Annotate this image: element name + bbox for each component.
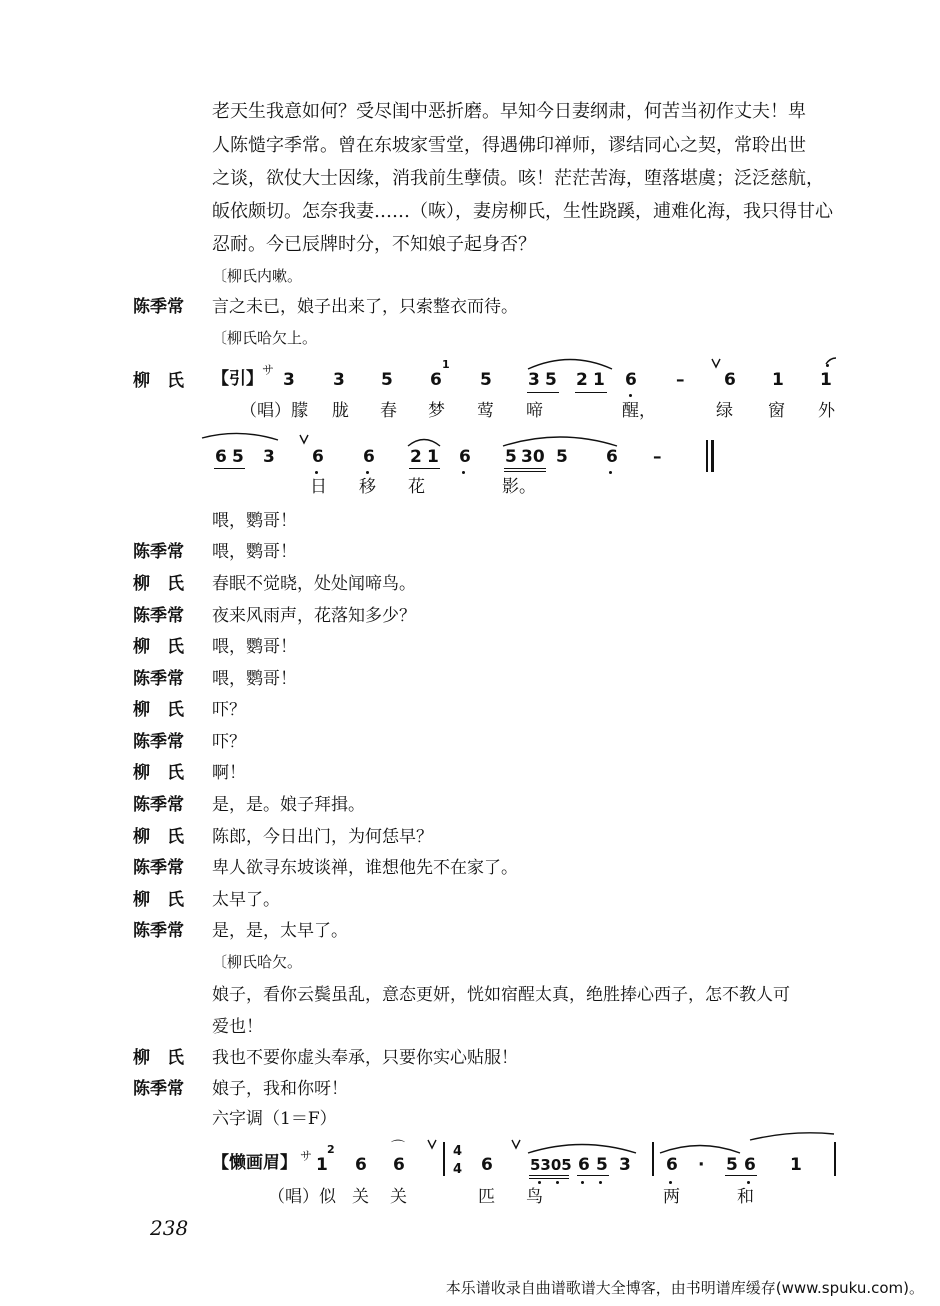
speaker-name: 柳 氏 [133, 1048, 184, 1068]
meter-top: 4 [453, 1144, 463, 1159]
score-note: 6 [363, 447, 375, 467]
octave-dot [669, 1181, 672, 1184]
score-note: 6 [606, 447, 618, 467]
score-note: 6 [578, 1155, 590, 1175]
score-note: 1 [790, 1155, 802, 1175]
score-note: 6 [744, 1155, 756, 1175]
speaker-name: 陈季常 [133, 297, 184, 317]
speaker-name: 陈季常 [133, 732, 184, 752]
score-note: – [676, 370, 685, 390]
dialogue-line: 吓？ [212, 700, 246, 720]
note-underline [725, 1175, 757, 1176]
note-underline [529, 1178, 569, 1179]
score-note: – [653, 447, 662, 467]
score-note: 1 [593, 370, 605, 390]
paragraph-line: 人陈慥字季常。曾在东坡家雪堂，得遇佛印禅师，谬结同心之契，常聆出世 [212, 135, 806, 156]
score-note: 3 [528, 370, 540, 390]
score-note: · [698, 1155, 705, 1175]
paragraph-line: 老天生我意如何？受尽闺中恶折磨。早知今日妻纲肃，何苦当初作丈夫！卑 [212, 101, 806, 122]
lyric: 绿 [716, 401, 733, 421]
free-tempo-mark: サ [300, 1149, 313, 1163]
lyric: 影。 [502, 477, 536, 497]
speaker-name: 陈季常 [133, 606, 184, 626]
meter-bottom: 4 [453, 1162, 463, 1177]
barline [834, 1142, 836, 1176]
footer-credit: 本乐谱收录自曲谱歌谱大全博客，由书明谱库缓存(www.spuku.com)。 [445, 1279, 924, 1297]
octave-dot [538, 1181, 541, 1184]
score-note: 6 [393, 1155, 405, 1175]
dialogue-line: 喂，鹦哥！ [212, 669, 297, 689]
speaker-name: 柳 氏 [133, 890, 184, 910]
octave-dot [629, 394, 632, 397]
dialogue-line: 是，是，太早了。 [212, 921, 348, 941]
stage-note: 〔柳氏哈欠。 [212, 953, 303, 971]
lyric: 醒， [622, 401, 656, 421]
lyric: 胧 [332, 401, 349, 421]
lyric: （唱）似 [268, 1187, 336, 1207]
dialogue-line: 喂，鹦哥！ [212, 637, 297, 657]
octave-dot [315, 471, 318, 474]
score-note: 5 [596, 1155, 608, 1175]
dialogue-line: 吓？ [212, 732, 246, 752]
lyric: 梦 [428, 401, 445, 421]
dialogue-line: 喂，鹦哥！ [212, 542, 297, 562]
dialogue-line: 夜来风雨声，花落知多少？ [212, 606, 416, 626]
octave-dot [366, 471, 369, 474]
lyric: 和 [737, 1187, 754, 1207]
dialogue-line: 是，是。娘子拜揖。 [212, 795, 365, 815]
score-note: 1 [316, 1155, 328, 1175]
lyric: 关 [352, 1187, 369, 1207]
score-note: 5 [480, 370, 492, 390]
score-note: 5 [381, 370, 393, 390]
score-note: 6 [724, 370, 736, 390]
octave-dot [556, 1181, 559, 1184]
octave-dot [747, 1181, 750, 1184]
final-barline [711, 440, 714, 472]
score-label: 【引】 [212, 369, 263, 389]
dialogue-line: 春眠不觉晓，处处闻啼鸟。 [212, 574, 416, 594]
octave-dot [581, 1181, 584, 1184]
dialogue-line: 言之未已，娘子出来了，只索整衣而待。 [212, 297, 518, 317]
score-note: 5 [545, 370, 557, 390]
lyric: （唱）朦 [240, 401, 308, 421]
lyric: 匹 [478, 1187, 495, 1207]
octave-dot [462, 471, 465, 474]
note-underline [577, 1175, 609, 1176]
lyric: 关 [390, 1187, 407, 1207]
dialogue-line: 我也不要你虚头奉承，只要你实心贴服！ [212, 1048, 518, 1068]
lyric: 日 [310, 477, 327, 497]
speaker-name: 陈季常 [133, 795, 184, 815]
score-note: 30 [521, 447, 545, 467]
lyric: 窗 [768, 401, 785, 421]
score-note: 2 [410, 447, 422, 467]
score-label: 【懒画眉】 [212, 1153, 297, 1173]
score-note: 5 [505, 447, 517, 467]
lyric: 外 [818, 401, 835, 421]
speaker-name: 陈季常 [133, 1079, 184, 1099]
octave-dot [609, 471, 612, 474]
speaker-name: 陈季常 [133, 542, 184, 562]
lyric: 两 [663, 1187, 680, 1207]
score-note: 5305 [530, 1156, 572, 1174]
dialogue-line: 卑人欲寻东坡谈禅，谁想他先不在家了。 [212, 858, 518, 878]
paragraph-line: 皈依颇切。怎奈我妻……（咴），妻房柳氏，生性跷蹊，逋难化海，我只得甘心 [212, 201, 833, 222]
note-underline [409, 468, 440, 469]
note-underline [504, 468, 546, 469]
score-note: 6 [459, 447, 471, 467]
score-note: 1 [820, 370, 832, 390]
dialogue-line: 太早了。 [212, 890, 280, 910]
dialogue-line: 陈郎，今日出门，为何恁早？ [212, 827, 433, 847]
barline [652, 1142, 654, 1176]
score-note: 6 [481, 1155, 493, 1175]
page-number: 238 [150, 1216, 189, 1240]
octave-dot [599, 1181, 602, 1184]
score-note: 1 [427, 447, 439, 467]
speaker-name: 柳 氏 [133, 700, 184, 720]
note-underline [504, 471, 546, 472]
score-note: 5 [232, 447, 244, 467]
octave-dot [826, 364, 829, 367]
speaker-name: 陈季常 [133, 669, 184, 689]
note-underline [214, 468, 245, 469]
score-note: 3 [619, 1155, 631, 1175]
lyric: 莺 [477, 401, 494, 421]
lyric: 春 [380, 401, 397, 421]
dialogue-line: 爱也！ [212, 1017, 263, 1037]
score-note: 2 [576, 370, 588, 390]
score-note: 6 [666, 1155, 678, 1175]
grace-note: 2 [327, 1143, 335, 1156]
fermata-icon: ⌒ [391, 1140, 405, 1156]
grace-note: 1 [442, 358, 450, 371]
lyric: 啼 [526, 401, 543, 421]
score-note: 6 [355, 1155, 367, 1175]
score-note: 6 [625, 370, 637, 390]
score-note: 3 [283, 370, 295, 390]
paragraph-line: 之谈，欲仗大士因缘，消我前生孽债。咳！茫茫苦海，堕落堪虞；泛泛慈航， [212, 168, 824, 189]
speaker-name: 柳 氏 [133, 371, 184, 391]
key-signature: 六字调（1＝F） [212, 1109, 337, 1129]
score-note: 6 [215, 447, 227, 467]
stage-note: 〔柳氏内嗽。 [212, 267, 303, 285]
dialogue-line: 喂，鹦哥！ [212, 511, 297, 531]
score-note: 6 [430, 370, 442, 390]
score-note: 6 [312, 447, 324, 467]
speaker-name: 陈季常 [133, 858, 184, 878]
lyric: 鸟 [526, 1187, 543, 1207]
speaker-name: 柳 氏 [133, 574, 184, 594]
stage-note: 〔柳氏哈欠上。 [212, 329, 318, 347]
score-note: 5 [726, 1155, 738, 1175]
lyric: 花 [408, 477, 425, 497]
speaker-name: 柳 氏 [133, 827, 184, 847]
free-tempo-mark: サ [262, 363, 275, 377]
speaker-name: 柳 氏 [133, 637, 184, 657]
lyric: 移 [359, 477, 376, 497]
score-note: 1 [772, 370, 784, 390]
dialogue-line: 娘子，看你云鬓虽乱，意态更妍，恍如宿酲太真，绝胜捧心西子，怎不教人可 [212, 985, 790, 1005]
score-note: 5 [556, 447, 568, 467]
barline [443, 1142, 445, 1176]
score-note: 3 [263, 447, 275, 467]
note-underline [529, 1175, 569, 1176]
dialogue-line: 啊！ [212, 763, 246, 783]
speaker-name: 陈季常 [133, 921, 184, 941]
speaker-name: 柳 氏 [133, 763, 184, 783]
dialogue-line: 娘子，我和你呀！ [212, 1079, 348, 1099]
note-underline [527, 392, 559, 393]
note-underline [575, 392, 607, 393]
paragraph-line: 忍耐。今已辰牌时分，不知娘子起身否？ [212, 234, 536, 255]
final-barline [706, 440, 708, 472]
score-note: 3 [333, 370, 345, 390]
